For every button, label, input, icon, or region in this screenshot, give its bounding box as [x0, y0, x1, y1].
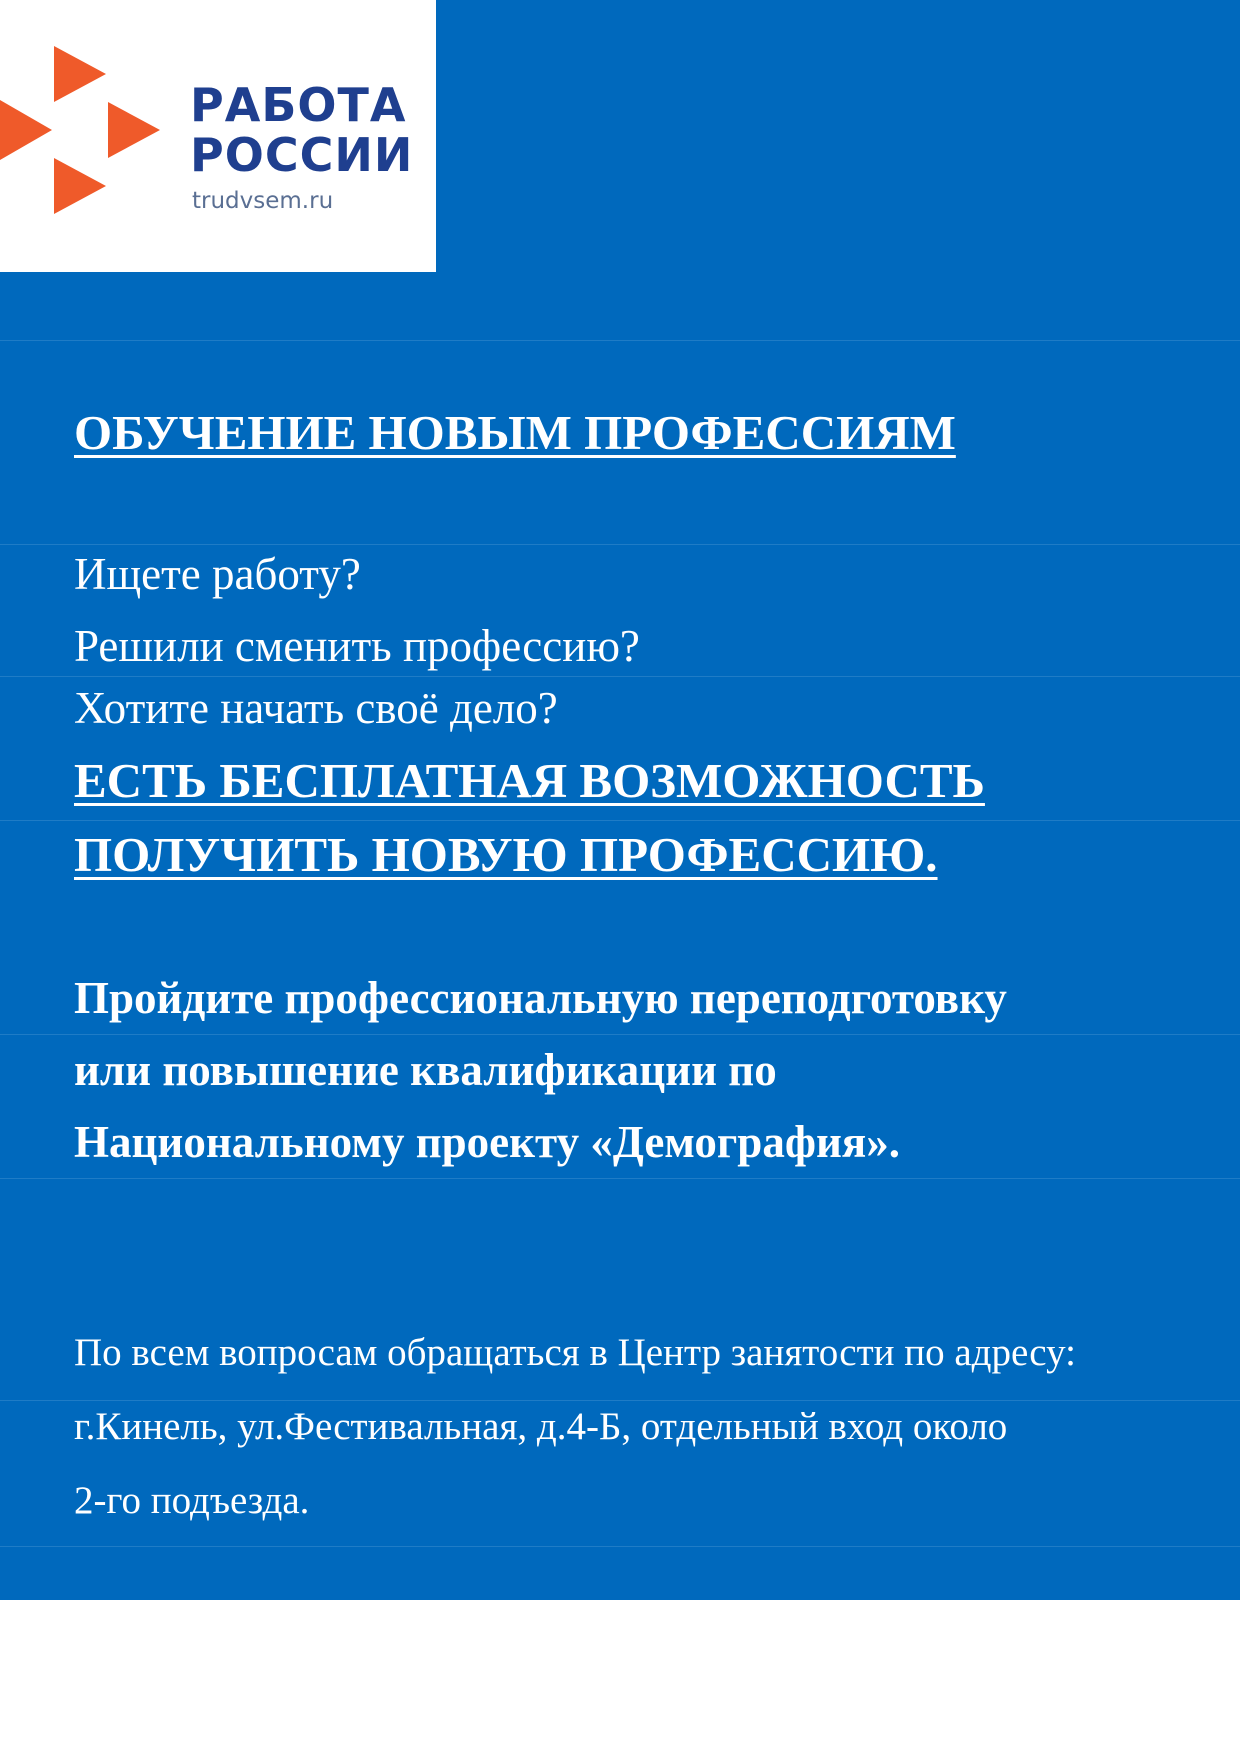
divider — [0, 340, 1240, 341]
divider — [0, 820, 1240, 821]
program-line: Национальному проекту «Демография». — [74, 1117, 900, 1167]
logo-title-line2: РОССИИ — [190, 128, 414, 182]
divider — [0, 544, 1240, 545]
program-line: или повышение квалификации по — [74, 1045, 777, 1095]
question-line: Хотите начать своё дело? — [74, 683, 558, 733]
program-line: Пройдите профессиональную переподготовку — [74, 973, 1007, 1023]
question-line: Решили сменить профессию? — [74, 621, 640, 671]
logo-title-line1: РАБОТА — [190, 78, 407, 132]
divider — [0, 1546, 1240, 1547]
main-heading: ОБУЧЕНИЕ НОВЫМ ПРОФЕССИЯМ — [74, 405, 956, 460]
logo — [0, 0, 436, 272]
contact-address: 2-го подъезда. — [74, 1479, 310, 1522]
offer-line: ЕСТЬ БЕСПЛАТНАЯ ВОЗМОЖНОСТЬ — [74, 753, 985, 808]
offer-line: ПОЛУЧИТЬ НОВУЮ ПРОФЕССИЮ. — [74, 827, 938, 882]
divider — [0, 676, 1240, 677]
divider — [0, 1178, 1240, 1179]
contact-line: По всем вопросам обращаться в Центр занятости по адресу: — [74, 1331, 1076, 1374]
logo-arrows-icon — [0, 40, 170, 220]
logo-url: trudvsem.ru — [192, 188, 334, 214]
divider — [0, 1400, 1240, 1401]
divider — [0, 1034, 1240, 1035]
question-line: Ищете работу? — [74, 549, 361, 599]
contact-address: г.Кинель, ул.Фестивальная, д.4-Б, отдельный вход около — [74, 1405, 1008, 1448]
